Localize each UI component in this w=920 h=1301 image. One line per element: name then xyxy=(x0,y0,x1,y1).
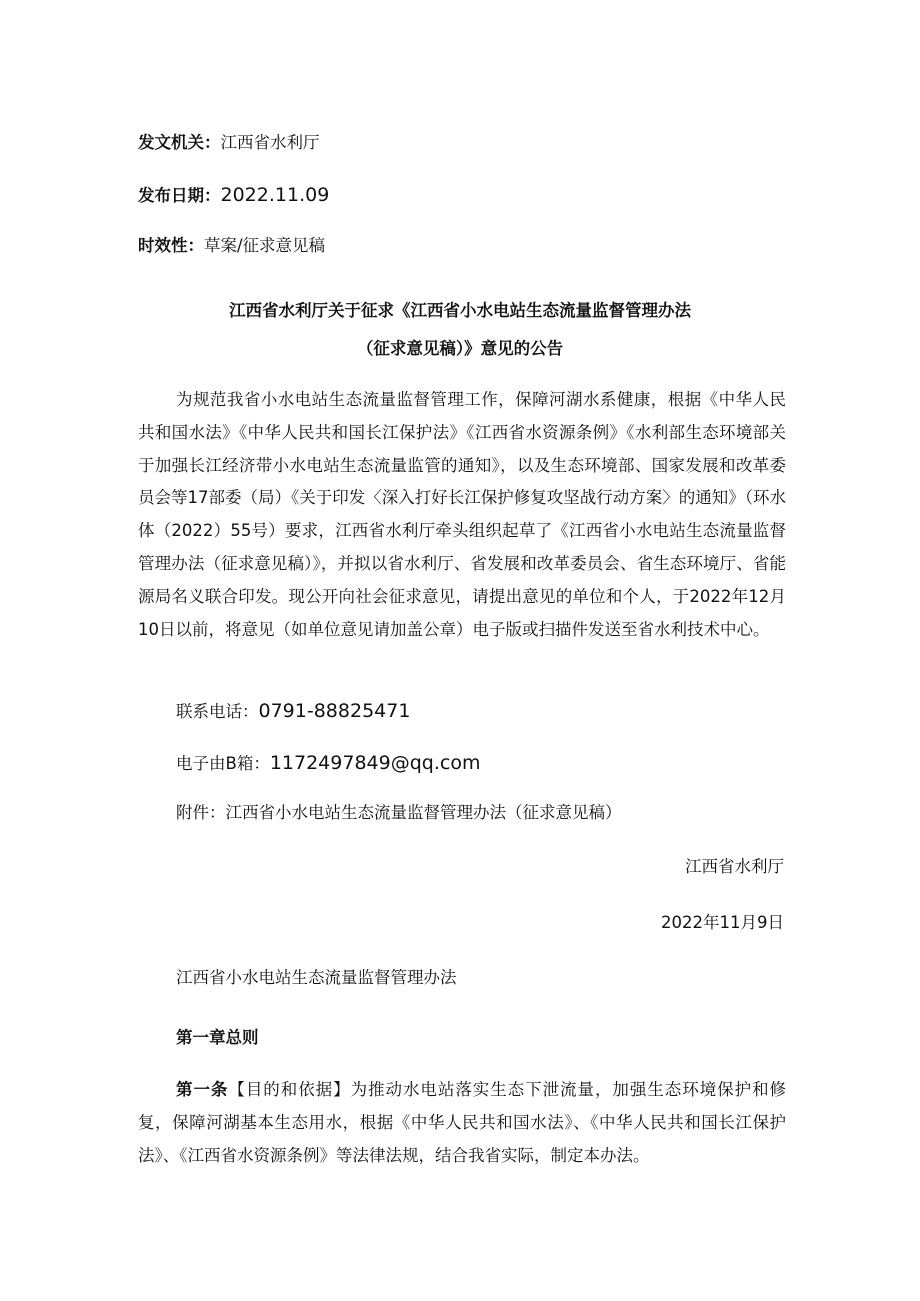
notice-title-line2: （征求意见稿）》意见的公告 xyxy=(356,339,564,358)
email-row xyxy=(176,751,480,776)
issuer-row xyxy=(138,132,320,154)
email-value: 1172497849@qq.com xyxy=(269,752,481,774)
issuer-label: 发文机关： xyxy=(138,133,221,152)
issuer-value: 江西省水利厅 xyxy=(220,133,320,152)
status-row xyxy=(138,235,325,257)
article-1-label: 第一条 xyxy=(176,1080,229,1099)
phone-label: 联系电话： xyxy=(176,702,259,721)
status-value: 草案/征求意见稿 xyxy=(204,236,326,255)
sign-date: 2022年11月9日 xyxy=(661,913,784,932)
intro-paragraph: 为规范我省小水电站生态流量监督管理工作，保障河湖水系健康，根据《中华人民共和国水法》《中华人民共和国长江保护法》《江西省水资源条例》《水利部生态环境部关于加强长江经济带小水电站生态流量监管的通知》，以及生态环境部、国家发展和改革委员会等17部委（局）《关于印发〈深入打好长江保护修复攻坚战行动方案〉的通知》（环水体（2022）55号）要求，江西省水利厅牵头组织起草了《江西省小水电站生态流量监督管理办法（征求意见稿）》，并拟以省水利厅、省发展和改革委员会、省生态环境厅、省能源局名义联合印发。现公开向社会征求意见，请提出意见的单位和个人，于2022年12月10日以前，将意见（如单位意见请加盖公章）电子版或扫描件发送至省水利技术中心。 xyxy=(138,390,786,639)
email-label: 电子由B箱： xyxy=(176,754,270,773)
status-label: 时效性： xyxy=(138,236,204,255)
article-1 xyxy=(138,1074,786,1172)
phone-value: 0791-88825471 xyxy=(258,700,411,722)
signature: 江西省水利厅 xyxy=(685,857,784,876)
date-label: 发布日期： xyxy=(138,186,221,205)
attachment-line: 附件：江西省小水电站生态流量监督管理办法（征求意见稿） xyxy=(176,803,622,822)
article-1-text: 为推动水电站落实生态下泄流量，加强生态环境保护和修复，保障河湖基本生态用水，根据《中华人民共和国水法》、《中华人民共和国长江保护法》、《江西省水资源条例》等法律法规，结合我省实际，制定本办法。 xyxy=(138,1080,787,1165)
date-value: 2022.11.09 xyxy=(220,184,330,206)
date-row xyxy=(138,184,329,207)
chapter-heading: 第一章总则 xyxy=(176,1028,259,1047)
regulation-title: 江西省小水电站生态流量监督管理办法 xyxy=(176,968,457,987)
notice-title-line1: 江西省水利厅关于征求《江西省小水电站生态流量监督管理办法 xyxy=(229,301,691,320)
article-1-heading: 【目的和依据】 xyxy=(228,1080,351,1099)
phone-row xyxy=(176,699,410,724)
